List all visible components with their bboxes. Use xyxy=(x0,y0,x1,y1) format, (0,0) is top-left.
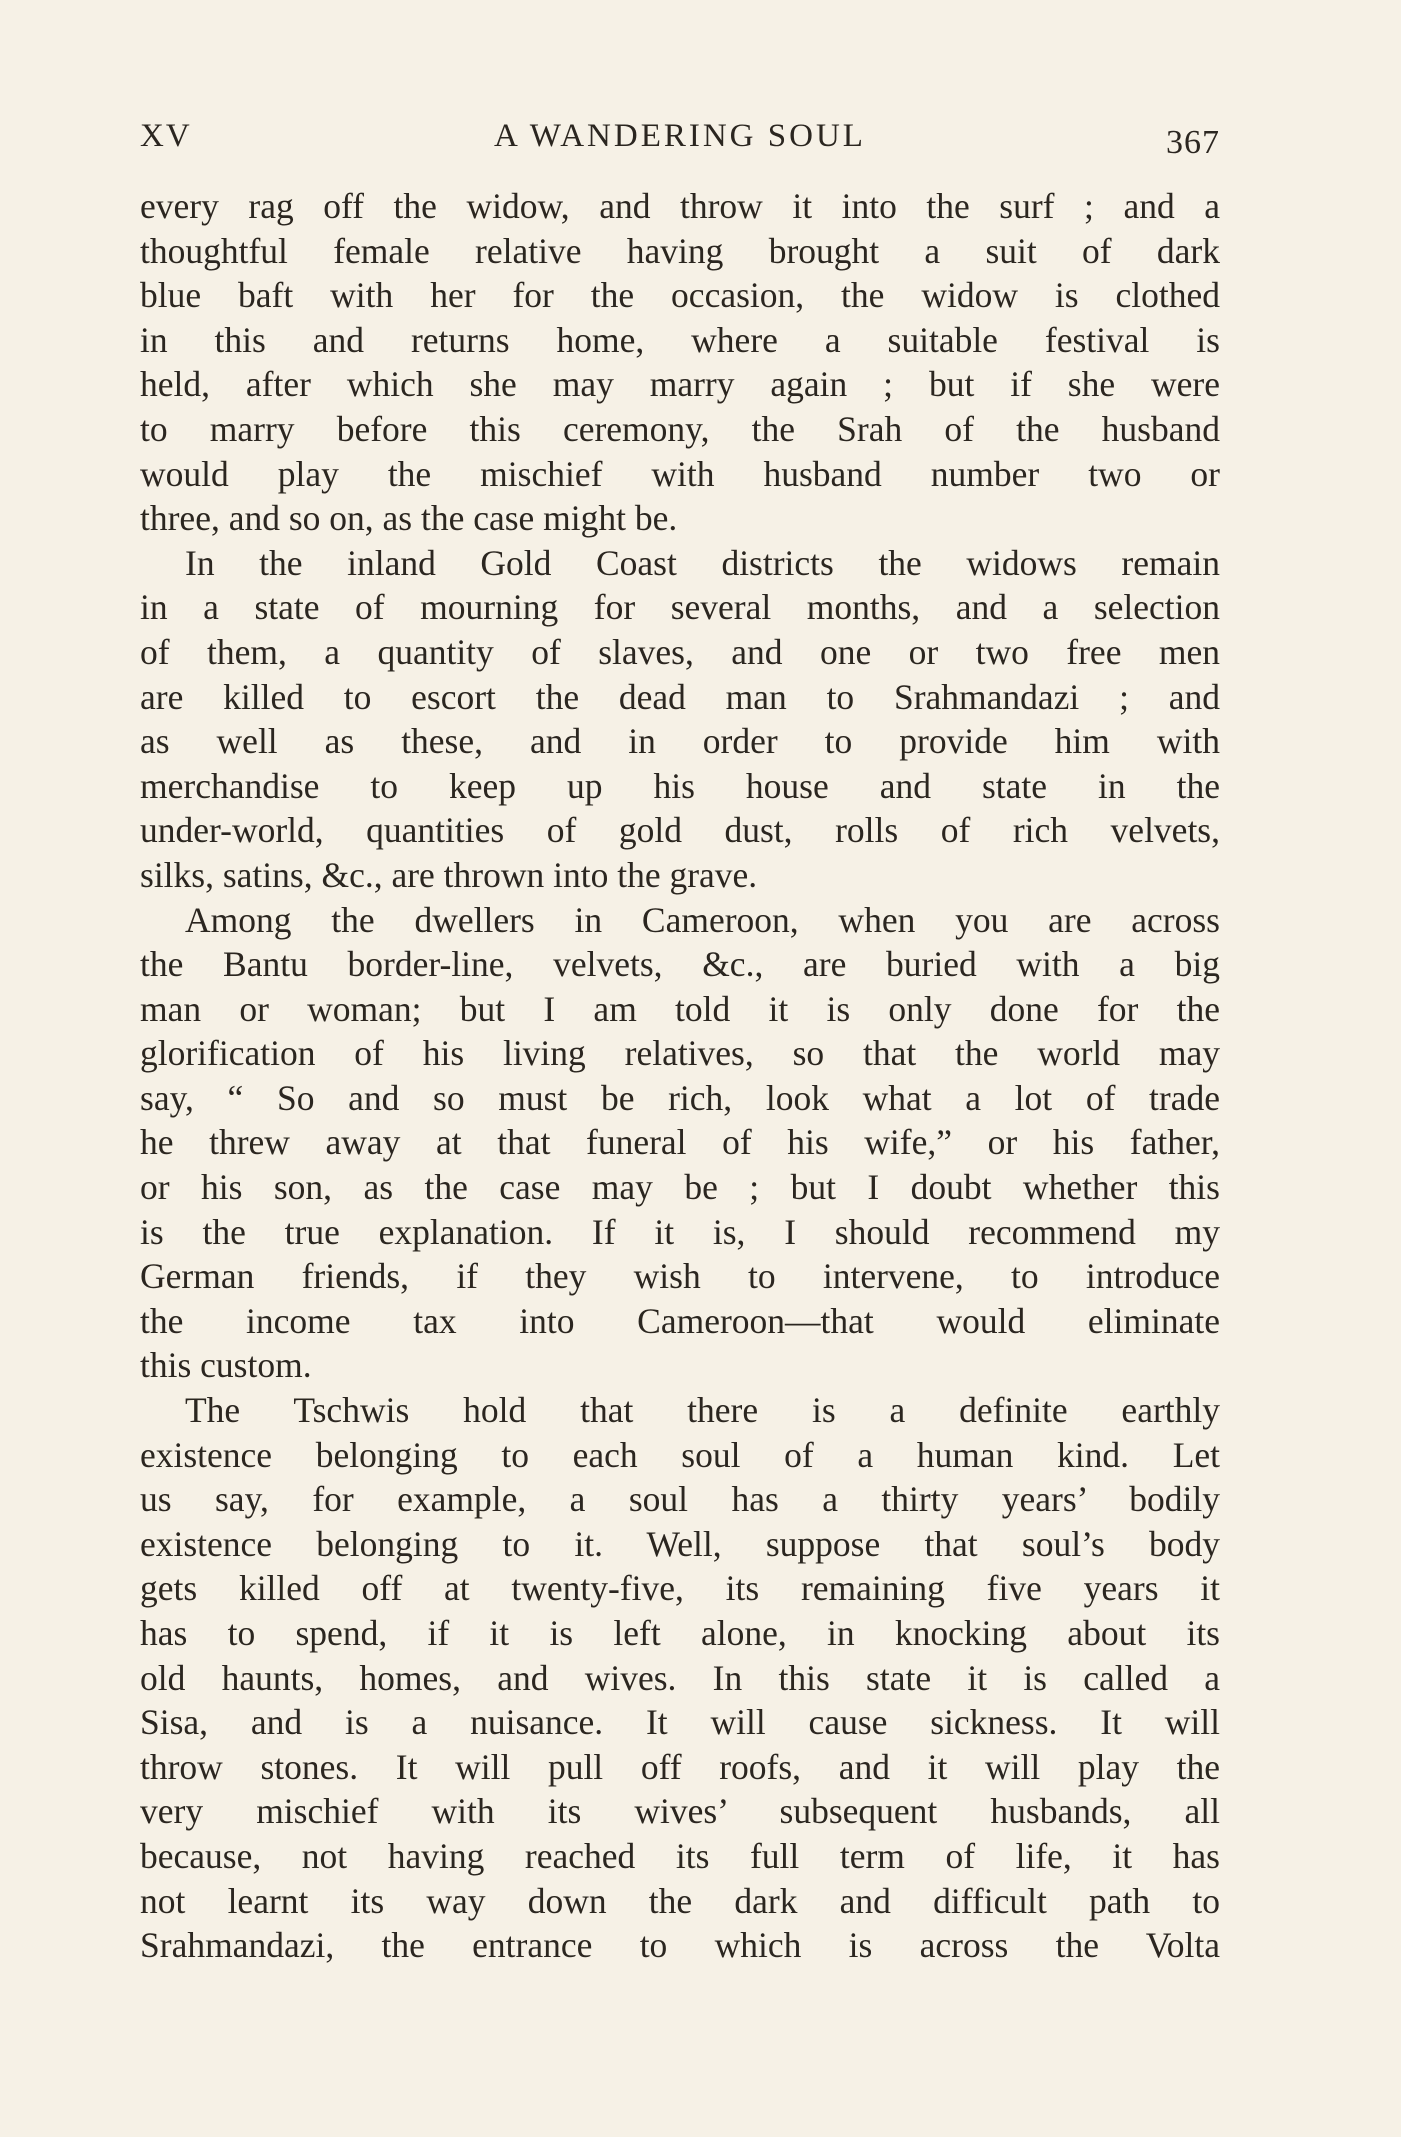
chapter-number: XV xyxy=(140,118,192,154)
text-line: very mischief with its wives’ subsequent husbands, all xyxy=(140,1791,1220,1832)
text-line: in this and returns home, where a suitable festival is xyxy=(140,319,1220,360)
paragraph-2 xyxy=(140,541,1220,898)
text-line: thoughtful female relative having brought a suit of dark xyxy=(140,230,1220,271)
text-line: in a state of mourning for several months, and a selection xyxy=(140,587,1220,628)
text-line: existence belonging to it. Well, suppose that soul’s body xyxy=(140,1523,1220,1564)
text-line: us say, for example, a soul has a thirty years’ bodily xyxy=(140,1479,1220,1520)
text-line: this custom. xyxy=(140,1345,312,1386)
text-line: the income tax into Cameroon—that would eliminate xyxy=(140,1300,1220,1341)
text-line: The Tschwis hold that there is a definite earthly xyxy=(185,1390,1220,1431)
text-line: as well as these, and in order to provide him with xyxy=(140,721,1220,762)
text-line: every rag off the widow, and throw it into the surf ; and a xyxy=(140,186,1220,226)
text-line: three, and so on, as the case might be. xyxy=(140,498,678,539)
text-line: man or woman; but I am told it is only done for the xyxy=(140,988,1220,1029)
text-line: not learnt its way down the dark and difficult path to xyxy=(140,1880,1220,1921)
text-line: because, not having reached its full term of life, it has xyxy=(140,1835,1220,1876)
text-line: held, after which she may marry again ; but if she were xyxy=(140,364,1220,405)
text-line: he threw away at that funeral of his wife,” or his father, xyxy=(140,1122,1220,1163)
page-number: 367 xyxy=(1166,124,1220,161)
text-line: under-world, quantities of gold dust, rolls of rich velvets, xyxy=(140,810,1220,851)
text-line: In the inland Gold Coast districts the widows remain xyxy=(185,542,1220,583)
text-line: would play the mischief with husband number two or xyxy=(140,453,1220,494)
text-line: has to spend, if it is left alone, in knocking about its xyxy=(140,1613,1220,1653)
text-line: Sisa, and is a nuisance. It will cause sickness. It will xyxy=(140,1702,1220,1743)
body-text xyxy=(140,184,1220,1968)
text-line: merchandise to keep up his house and state in the xyxy=(140,765,1220,806)
paragraph-3 xyxy=(140,898,1220,1389)
text-line: are killed to escort the dead man to Srahmandazi ; and xyxy=(140,676,1220,717)
text-line: silks, satins, &c., are thrown into the grave. xyxy=(140,854,758,895)
text-line: blue baft with her for the occasion, the widow is clothed xyxy=(140,275,1220,316)
paragraph-4 xyxy=(140,1388,1220,1968)
paragraph-1 xyxy=(140,184,1220,541)
text-line: to marry before this ceremony, the Srah of the husband xyxy=(140,408,1220,449)
text-line: German friends, if they wish to intervene, to introduce xyxy=(140,1256,1220,1297)
text-line: existence belonging to each soul of a human kind. Let xyxy=(140,1434,1220,1475)
text-line: gets killed off at twenty-five, its remaining five years it xyxy=(140,1568,1220,1609)
text-line: the Bantu border-line, velvets, &c., are buried with a big xyxy=(140,944,1220,985)
text-line: Srahmandazi, the entrance to which is across the Volta xyxy=(140,1925,1220,1966)
running-head xyxy=(140,118,1220,168)
text-line: of them, a quantity of slaves, and one or two free men xyxy=(140,631,1220,672)
text-line: glorification of his living relatives, so that the world may xyxy=(140,1033,1220,1074)
text-line: old haunts, homes, and wives. In this state it is called a xyxy=(140,1657,1220,1698)
chapter-title: A WANDERING SOUL xyxy=(494,118,866,154)
text-line: Among the dwellers in Cameroon, when you are across xyxy=(185,899,1220,940)
text-line: is the true explanation. If it is, I should recommend my xyxy=(140,1211,1220,1252)
text-line: say, “ So and so must be rich, look what a lot of trade xyxy=(140,1077,1220,1118)
text-line: throw stones. It will pull off roofs, and it will play the xyxy=(140,1746,1220,1787)
text-line: or his son, as the case may be ; but I doubt whether this xyxy=(140,1167,1220,1208)
